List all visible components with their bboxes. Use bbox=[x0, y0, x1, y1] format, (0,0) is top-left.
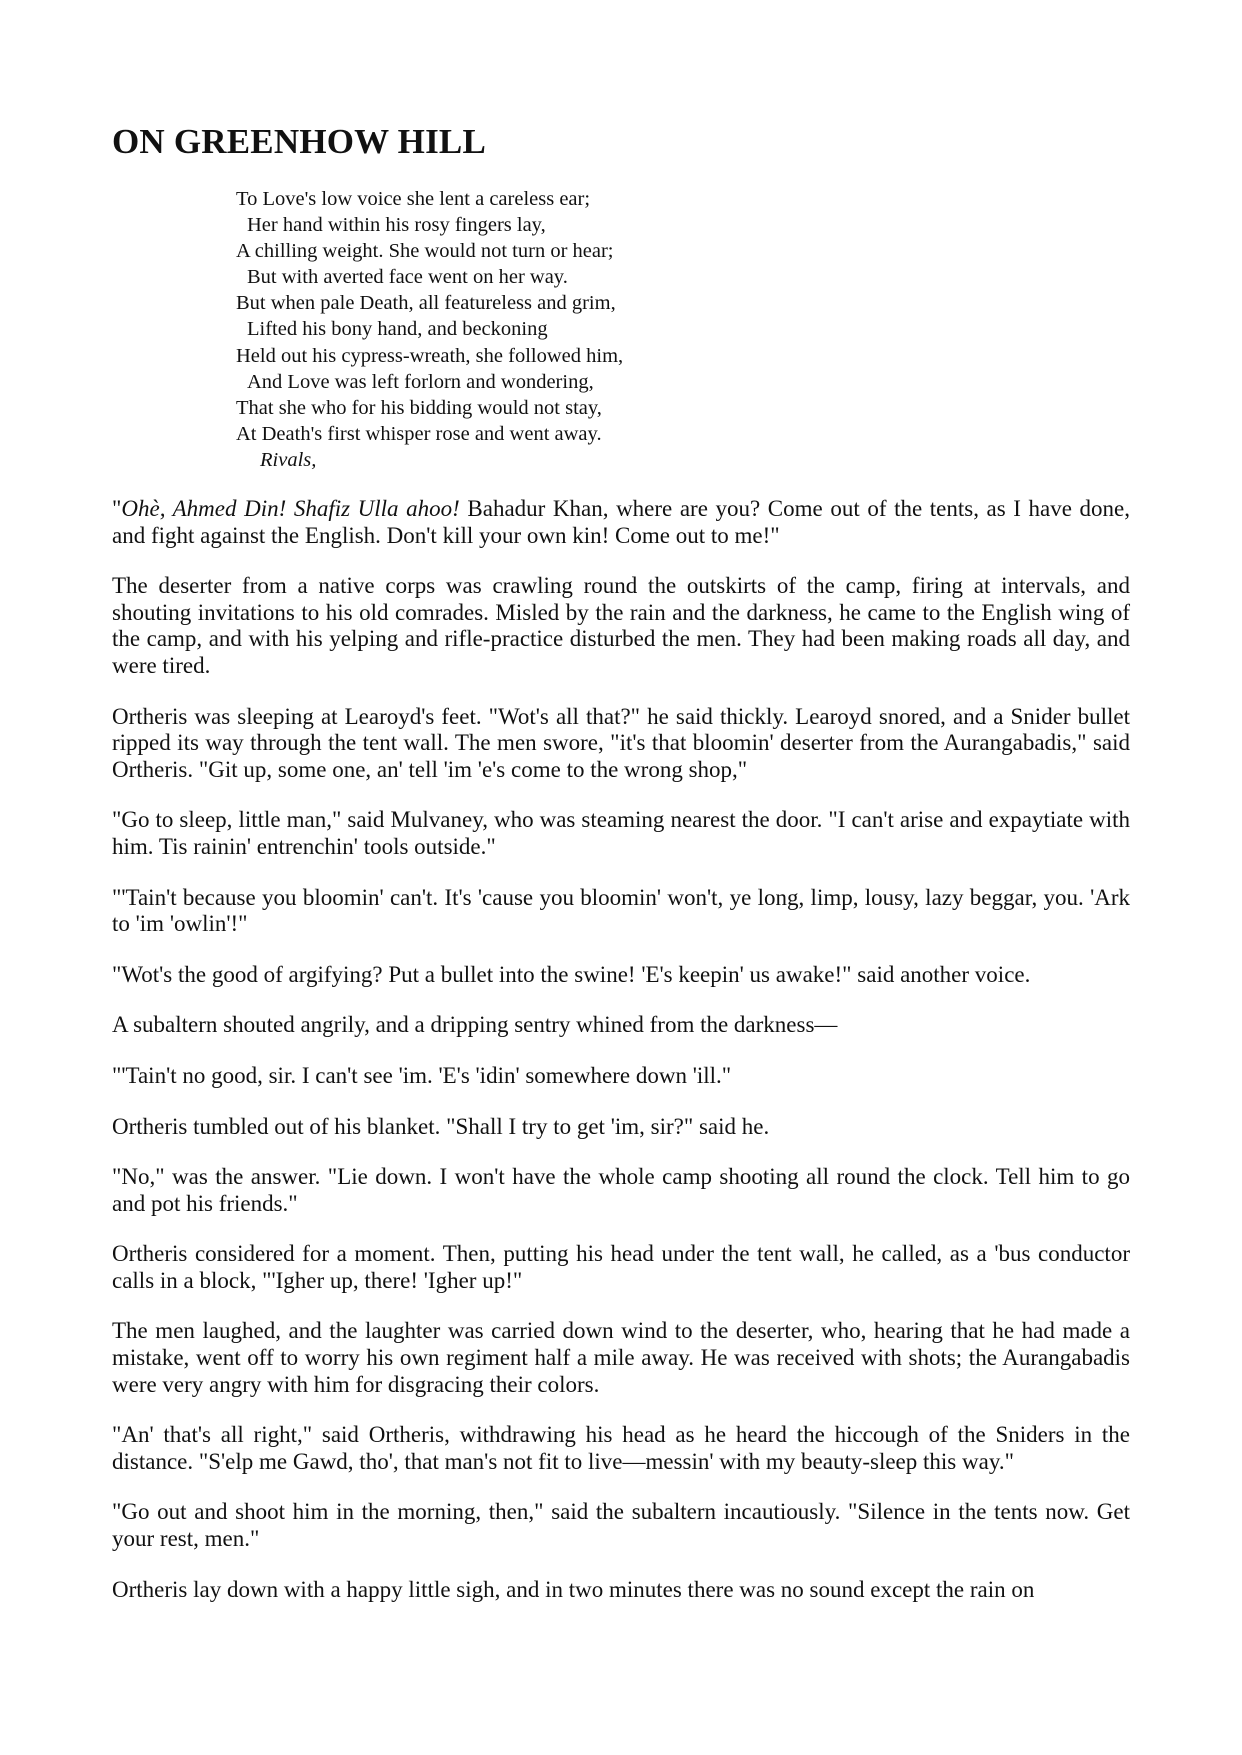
paragraph: "No," was the answer. "Lie down. I won't have the whole camp shooting all round the clock. Tell him to go and pot his friends." bbox=[112, 1164, 1130, 1216]
poem-attribution: Rivals, bbox=[260, 448, 317, 471]
paragraph: Ortheris tumbled out of his blanket. "Shall I try to get 'im, sir?" said he. bbox=[112, 1113, 770, 1139]
poem-line: To Love's low voice she lent a careless ear; bbox=[236, 188, 591, 210]
poem-line: But with averted face went on her way. bbox=[247, 266, 568, 289]
paragraph-continued: Ortheris lay down with a happy little sigh, and in two minutes there was no sound except the rain on bbox=[112, 1576, 1035, 1602]
paragraph bbox=[112, 496, 1130, 549]
poem-line: At Death's first whisper rose and went away. bbox=[236, 422, 602, 445]
poem-line: Her hand within his rosy fingers lay, bbox=[247, 214, 546, 237]
paragraph: The deserter from a native corps was crawling round the outskirts of the camp, firing at intervals, and shouting invitations to his old comrades. Misled by the rain and the darkness, he came to the English wing of the camp, and with his yelping and rifle-practice disturbed the men. They had been making roads all day, and were tired. bbox=[112, 573, 1130, 678]
body-text bbox=[112, 496, 1130, 1627]
poem-line: That she who for his bidding would not stay, bbox=[236, 396, 602, 419]
paragraph: A subaltern shouted angrily, and a dripping sentry whined from the darkness— bbox=[112, 1012, 838, 1038]
paragraph-italic-call: Ohè, Ahmed Din! Shafiz Ulla ahoo! bbox=[121, 496, 460, 521]
poem-line: Lifted his bony hand, and beckoning bbox=[247, 318, 548, 341]
paragraph-open-quote: " bbox=[112, 496, 122, 521]
poem-line: A chilling weight. She would not turn or hear; bbox=[236, 240, 614, 263]
paragraph: "Go out and shoot him in the morning, then," said the subaltern incautiously. "Silence in the tents now. Get your rest, men." bbox=[112, 1499, 1130, 1552]
paragraph: "'Tain't because you bloomin' can't. It's 'cause you bloomin' won't, ye long, limp, lousy, lazy beggar, you. 'Ark to 'im 'owlin'!" bbox=[112, 884, 1130, 937]
paragraph: Ortheris was sleeping at Learoyd's feet. "Wot's all that?" he said thickly. Learoyd snored, and a Snider bullet ripped its way through the tent wall. The men swore, "it's that bloomin' deserter from the Aurangabadis," said Ortheris. "Git up, some one, an' tell 'im 'e's come to the wrong shop," bbox=[112, 703, 1130, 782]
epigraph-poem bbox=[236, 186, 836, 473]
paragraph: The men laughed, and the laughter was carried down wind to the deserter, who, hearing that he had made a mistake, went off to worry his own regiment half a mile away. He was received with shots; the Aurangabadis were very angry with him for disgracing their colors. bbox=[112, 1318, 1130, 1397]
poem-line: Held out his cypress-wreath, she followed him, bbox=[236, 344, 624, 367]
poem-line: But when pale Death, all featureless and grim, bbox=[236, 292, 616, 315]
poem-line: And Love was left forlorn and wondering, bbox=[247, 370, 594, 393]
paragraph: "Wot's the good of argifying? Put a bullet into the swine! 'E's keepin' us awake!" said another voice. bbox=[112, 961, 1031, 987]
chapter-title: ON GREENHOW HILL bbox=[112, 122, 487, 161]
paragraph: Ortheris considered for a moment. Then, putting his head under the tent wall, he called, as a 'bus conductor calls in a block, "'Igher up, there! 'Igher up!" bbox=[112, 1241, 1130, 1293]
paragraph-text: Bahadur Khan, where are you? Come out of the tents, as I have done, and fight against the English. Don't kill your own kin! Come out to me!" bbox=[112, 496, 1130, 548]
paragraph: "An' that's all right," said Ortheris, withdrawing his head as he heard the hiccough of the Sniders in the distance. "S'elp me Gawd, tho', that man's not fit to live—messin' with my beauty-sleep this way." bbox=[112, 1422, 1130, 1474]
paragraph: "'Tain't no good, sir. I can't see 'im. 'E's 'idin' somewhere down 'ill." bbox=[112, 1062, 732, 1088]
paragraph: "Go to sleep, little man," said Mulvaney, who was steaming nearest the door. "I can't arise and expaytiate with him. Tis rainin' entrenchin' tools outside." bbox=[112, 807, 1130, 859]
